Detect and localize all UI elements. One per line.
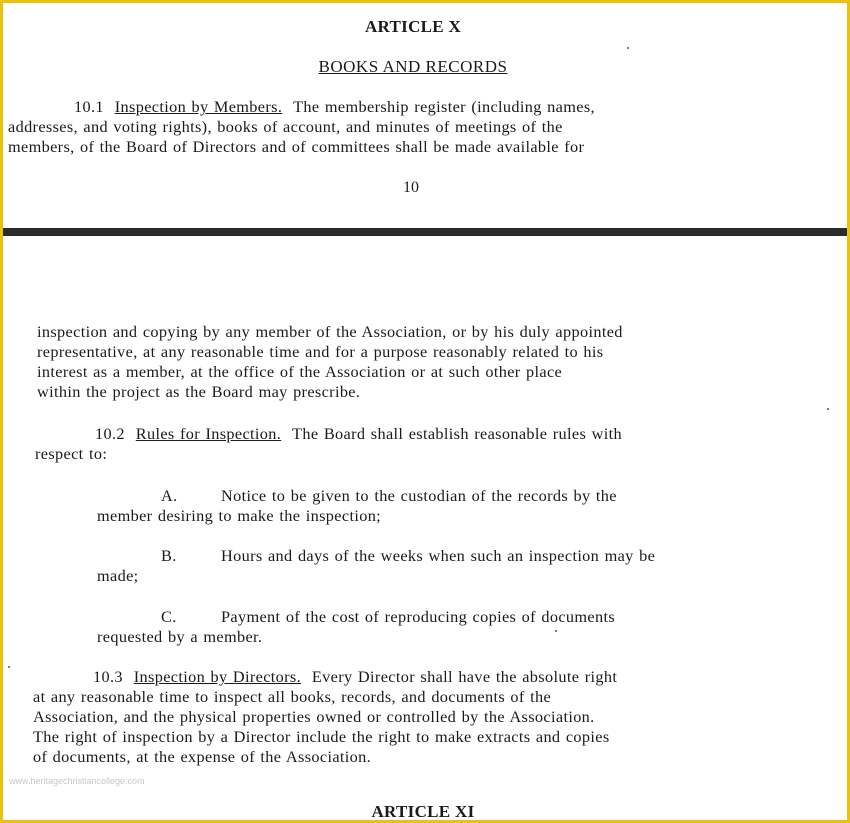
continuation-line: within the project as the Board may prescribe. [37,382,361,401]
page-number: 10 [403,179,419,196]
list-item-letter: A. [161,486,178,505]
document-frame [3,3,847,820]
article-x-title: ARTICLE X [364,17,462,36]
list-item-c [97,607,827,647]
section-10-1-heading: Inspection by Members. [114,97,283,116]
list-item-a [97,486,827,526]
section-10-3-line: Association, and the physical properties owned or controlled by the Association. [33,707,595,726]
section-10-1-line: The membership register (including names, [293,97,595,116]
section-10-3-line: Every Director shall have the absolute right [311,667,618,686]
section-10-1-line: addresses, and voting rights), books of account, and minutes of meetings of the [8,117,563,136]
continuation-line: representative, at any reasonable time and for a purpose reasonably related to his [37,342,604,361]
section-10-2-heading: Rules for Inspection. [135,424,282,443]
scan-speck [627,47,629,49]
list-item-line: Notice to be given to the custodian of the records by the [221,486,617,505]
page-11-top [3,236,847,820]
page-divider [3,228,847,236]
section-10-1-number: 10.1 [74,97,104,116]
list-item-line: Payment of the cost of reproducing copies of documents [221,607,616,626]
section-10-1 [8,97,828,157]
continuation-line: inspection and copying by any member of the Association, or by his duly appointed [37,322,623,341]
list-item-letter: C. [161,607,177,626]
scan-speck [555,630,557,632]
page-10-bottom [3,3,847,228]
section-10-3-number: 10.3 [93,667,123,686]
watermark-text: www.heritagechristiancollege.com [9,776,145,786]
section-10-3-line: The right of inspection by a Director include the right to make extracts and copies [33,727,610,746]
scan-speck [8,666,10,668]
section-10-2-line: The Board shall establish reasonable rules with [292,424,622,443]
section-10-3-line: at any reasonable time to inspect all books, records, and documents of the [33,687,552,706]
article-xi-title: ARTICLE XI [371,802,475,820]
section-10-3 [33,667,843,767]
section-10-2 [35,424,835,464]
section-10-2-line: respect to: [35,444,108,463]
continuation-line: interest as a member, at the office of the Association or at such other place [37,362,563,381]
continuation-paragraph [37,322,837,402]
list-item-line: made; [97,566,139,585]
section-10-2-number: 10.2 [95,424,125,443]
scan-speck [827,408,829,410]
section-10-1-line: members, of the Board of Directors and of committees shall be made available for [8,137,585,156]
list-item-line: Hours and days of the weeks when such an inspection may be [221,546,656,565]
section-10-3-line: of documents, at the expense of the Association. [33,747,372,766]
list-item-line: member desiring to make the inspection; [97,506,382,525]
section-10-3-heading: Inspection by Directors. [133,667,302,686]
list-item-letter: B. [161,546,177,565]
list-item-b [97,546,827,586]
article-x-subtitle: BOOKS AND RECORDS [318,57,508,76]
list-item-line: requested by a member. [97,627,263,646]
